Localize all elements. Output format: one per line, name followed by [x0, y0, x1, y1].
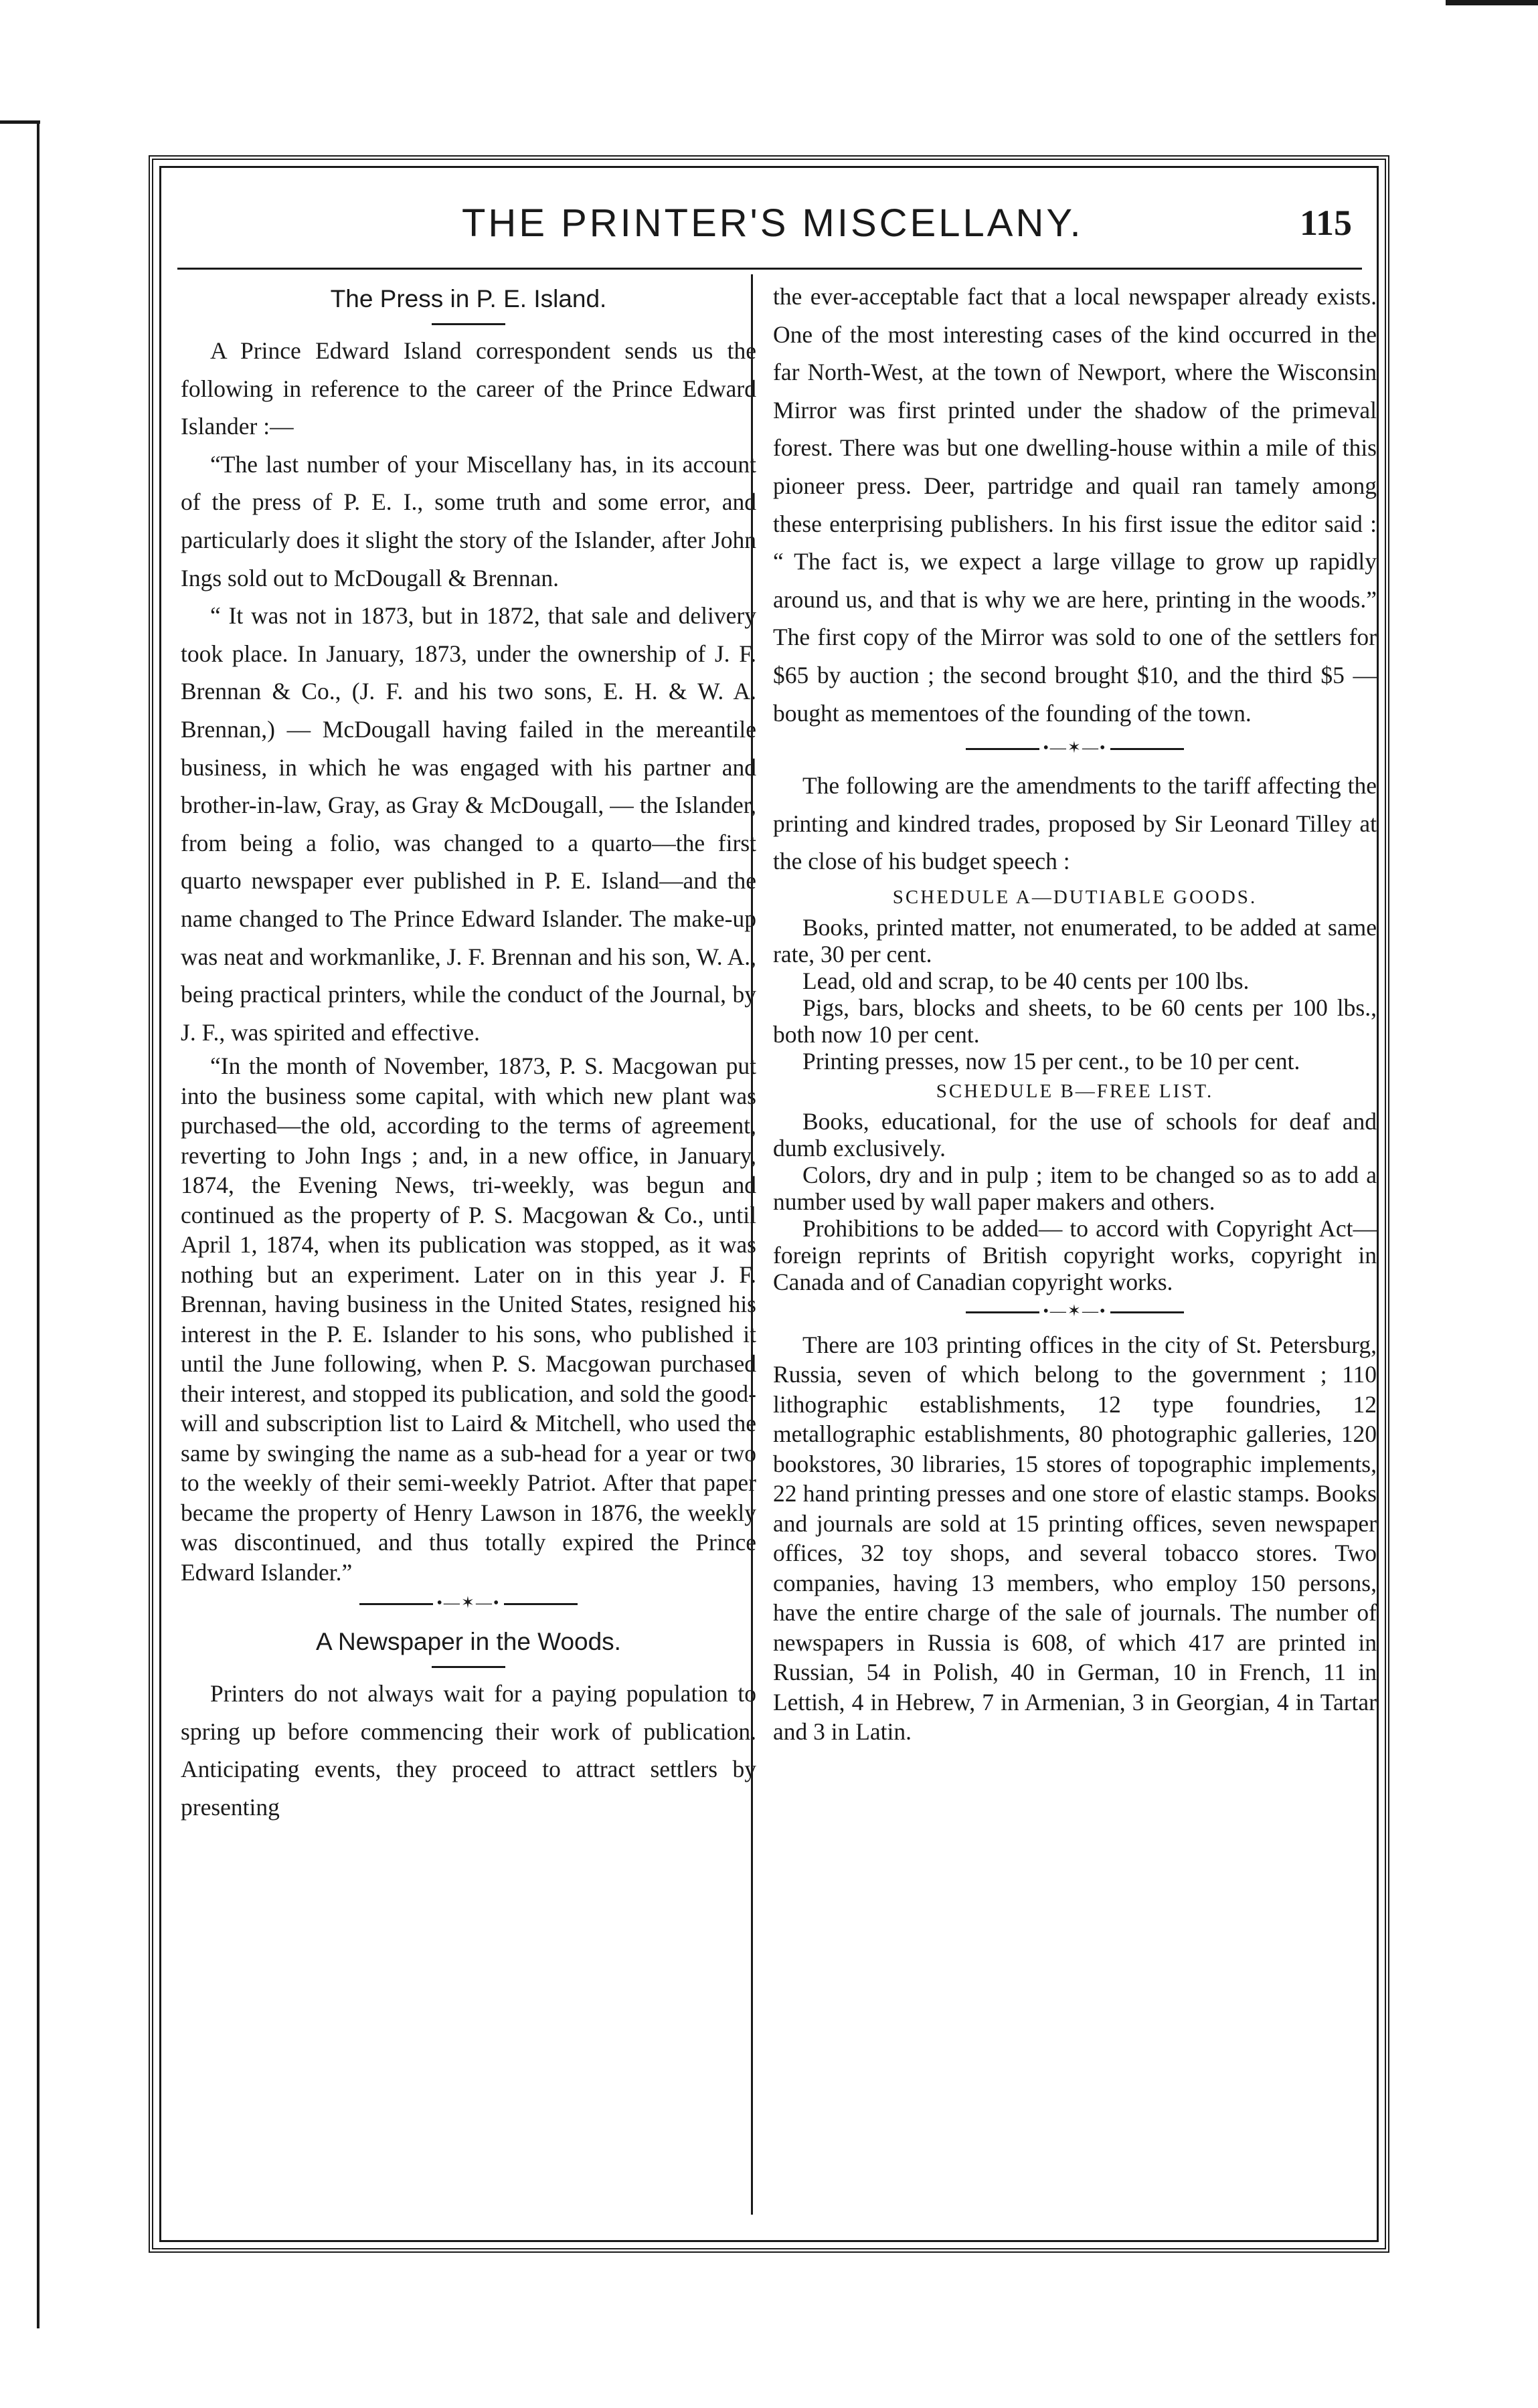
left-edge-mark [0, 120, 40, 124]
article-paragraph: “The last number of your Miscellany has, in its account of the press of P. E. I., some truth and some error, and particularly does it slight the story of the Islander, after John Ings sold out to McDougall & Brennan. [181, 450, 756, 591]
schedule-item: Pigs, bars, blocks and sheets, to be 60 cents per 100 lbs., both now 10 per cent. [773, 994, 1377, 1048]
schedule-item: Colors, dry and in pulp ; item to be changed so as to add a number used by wall paper makers and others. [773, 1161, 1377, 1215]
schedule-item: Books, printed matter, not enumerated, to be added at same rate, 30 per cent. [773, 913, 1377, 967]
heading-rule [432, 323, 505, 325]
article-paragraph: Printers do not always wait for a paying population to spring up before commencing their work of publication. Anticipating events, they proceed to attract settlers by presenting [181, 1680, 756, 1821]
article-paragraph: The following are the amendments to the tariff affecting the printing and kindred trades, proposed by Sir Leonard Tilley at the close of his budget speech : [773, 772, 1377, 875]
page-title: THE PRINTER'S MISCELLANY. [462, 201, 1084, 245]
schedule-b-list [773, 1108, 1377, 1295]
running-header [174, 194, 1365, 248]
left-column [181, 278, 756, 1827]
schedule-b-heading: SCHEDULE B—FREE LIST. [936, 1080, 1214, 1102]
article-heading-woods: A Newspaper in the Woods. [316, 1628, 621, 1656]
right-column [773, 278, 1377, 1747]
left-edge-bar [37, 120, 39, 2328]
section-ornament: •—✶—• [773, 1298, 1377, 1325]
article-paragraph: the ever-acceptable fact that a local newspaper already exists. One of the most interesting cases of the kind occurred in the far North-West, at the town of Newport, where the Wisconsin Mirror was first printed under the shadow of the primeval forest. There was but one dwelling-house within a mile of this pioneer press. Deer, partridge and quail ran tamely among these enterprising publishers. In his first issue the editor said : “ The fact is, we expect a large village to grow up rapidly around us, and that is why we are here, printing in the woods.” The first copy of the Mirror was sold to one of the settlers for $65 by auction ; the second brought $10, and the third $5 — bought as mementoes of the founding of the town. [773, 283, 1377, 727]
schedule-item: Prohibitions to be added— to accord with Copyright Act—foreign reprints of British copyright works, copyright in Canada and of Canadian copyright works. [773, 1214, 1377, 1295]
section-ornament: •—✶—• [773, 735, 1377, 761]
schedule-a-list [773, 914, 1377, 1075]
heading-rule [432, 1666, 505, 1668]
schedule-item: Printing presses, now 15 per cent., to be 10 per cent. [802, 1047, 1300, 1075]
article-paragraph: A Prince Edward Island correspondent sends us the following in reference to the career of the Prince Edward Islander :— [181, 337, 756, 440]
article-paragraph: “In the month of November, 1873, P. S. Macgowan put into the business some capital, with which new plant was purchased—the old, according to the terms of agreement, reverting to John Ings ; and, in a new office, in January, 1874, the Evening News, tri-weekly, was begun and continued as the property of P. S. Macgowan & Co., until April 1, 1874, when its publication was stopped, as it was nothing but an experiment. Later on in this year J. F. Brennan, having business in the United States, resigned his interest in the P. E. Islander to his sons, who published it until the June following, when P. S. Macgowan purchased their interest, and stopped its publication, and sold the good-will and subscription list to Laird & Mitchell, who used the same by swinging the name as a sub-head for a year or two to the weekly of their semi-weekly Patriot. After that paper became the property of Henry Lawson in 1876, the weekly was discontinued, and thus totally expired the Prince Edward Islander.” [181, 1052, 756, 1586]
section-ornament: •—✶—• [181, 1590, 756, 1616]
article-paragraph: “ It was not in 1873, but in 1872, that sale and delivery took place. In January, 1873, under the ownership of J. F. Brennan & Co., (J. F. and his two sons, E. H. & W. A. Brennan,) — McDougall having failed in the mereantile business, in which he was engaged with his partner and brother-in-law, Gray, as Gray & McDougall, — the Islander, from being a folio, was changed to a quarto—the first quarto newspaper ever published in P. E. Island—and the name changed to The Prince Edward Islander. The make-up was neat and workmanlike, J. F. Brennan and his son, W. A., being practical printers, while the conduct of the Journal, by J. F., was spirited and effective. [181, 602, 756, 1046]
schedule-item: Books, educational, for the use of schools for deaf and dumb exclusively. [773, 1107, 1377, 1162]
schedule-item: Lead, old and scrap, to be 40 cents per 100 lbs. [802, 967, 1250, 994]
article-paragraph: There are 103 printing offices in the city of St. Petersburg, Russia, seven of which belong to the government ; 110 lithographic establishments, 12 type foundries, 12 metallographic establishments, 80 photographic galleries, 120 bookstores, 30 libraries, 15 stores of topographic implements, 22 hand printing presses and one store of elastic stamps. Books and journals are sold at 15 printing offices, seven newspaper offices, 32 toy shops, and several tobacco stores. Two companies, having 13 members, who employ 150 persons, have the entire charge of the sale of journals. The number of newspapers in Russia is 608, of which 417 are printed in Russian, 54 in Polish, 40 in German, 10 in French, 11 in Lettish, 4 in Hebrew, 7 in Armenian, 3 in Georgian, 4 in Tartar and 3 in Latin. [773, 1331, 1377, 1746]
page-number: 115 [1299, 203, 1352, 243]
top-right-mark [1446, 0, 1538, 5]
header-rule [177, 268, 1362, 270]
schedule-a-heading: SCHEDULE A—DUTIABLE GOODS. [892, 886, 1258, 908]
article-heading-press: The Press in P. E. Island. [330, 285, 607, 312]
